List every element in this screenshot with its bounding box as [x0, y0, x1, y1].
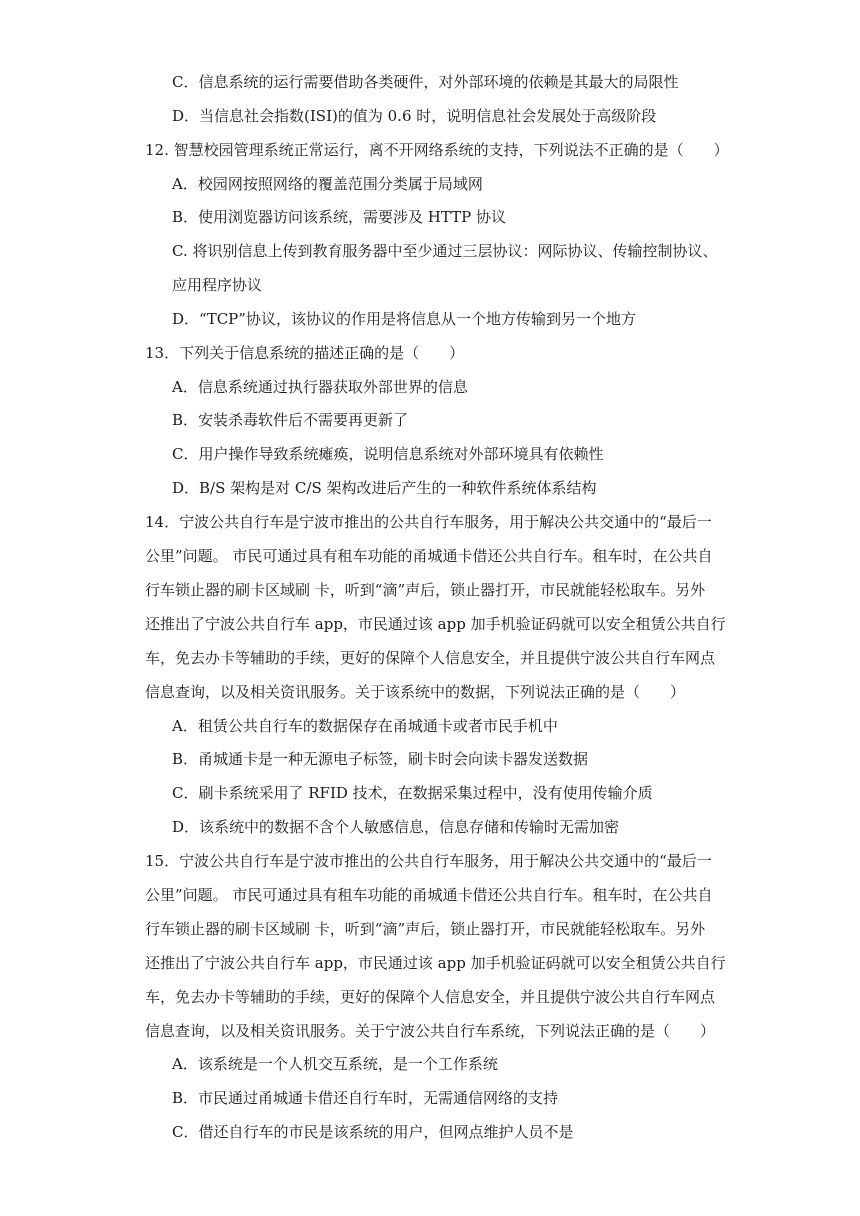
q14-option-c: C．刷卡系统采用了 RFID 技术，在数据采集过程中，没有使用传输介质 [172, 784, 653, 802]
q13-option-c: C．用户操作导致系统瘫痪，说明信息系统对外部环境具有依赖性 [172, 445, 604, 463]
q14-stem-line: 还推出了宁波公共自行车 app，市民通过该 app 加手机验证码就可以安全租赁公共自行 [145, 615, 726, 633]
q14-stem-line: 行车锁止器的刷卡区域刷 卡，听到“滴”声后，锁止器打开，市民就能轻松取车。另外 [145, 581, 706, 599]
q12-stem: 12. 智慧校园管理系统正常运行，离不开网络系统的支持，下列说法不正确的是（ ） [145, 141, 729, 159]
q15-stem: 15．宁波公共自行车是宁波市推出的公共自行车服务，用于解决公共交通中的“最后一 [145, 852, 712, 870]
q12-option-c: C. 将识别信息上传到教育服务器中至少通过三层协议：网际协议、传输控制协议、 [172, 242, 718, 260]
q15-option-a: A．该系统是一个人机交互系统，是一个工作系统 [172, 1055, 498, 1073]
q15-stem-line: 信息查询，以及相关资讯服务。关于宁波公共自行车系统，下列说法正确的是（ ） [145, 1022, 716, 1040]
q14-option-a: A．租赁公共自行车的数据保存在甬城通卡或者市民手机中 [172, 717, 558, 735]
q14-option-d: D．该系统中的数据不含个人敏感信息，信息存储和传输时无需加密 [172, 818, 620, 836]
q13-option-d: D．B/S 架构是对 C/S 架构改进后产生的一种软件系统体系结构 [172, 479, 597, 497]
q13-option-b: B．安装杀毒软件后不需要再更新了 [172, 411, 409, 429]
q11-option-c: C．信息系统的运行需要借助各类硬件，对外部环境的依赖是其最大的局限性 [172, 73, 679, 91]
q13-option-a: A．信息系统通过执行器获取外部世界的信息 [172, 378, 468, 396]
q11-option-d: D．当信息社会指数(ISI)的值为 0.6 时，说明信息社会发展处于高级阶段 [172, 107, 657, 125]
q14-stem-line: 车，免去办卡等辅助的手续，更好的保障个人信息安全，并且提供宁波公共自行车网点 [145, 649, 716, 667]
q14-stem-line: 信息查询，以及相关资讯服务。关于该系统中的数据，下列说法正确的是（ ） [145, 683, 686, 701]
q12-option-d: D．“TCP”协议，该协议的作用是将信息从一个地方传输到另一个地方 [172, 310, 636, 328]
q15-option-b: B．市民通过甬城通卡借还自行车时，无需通信网络的支持 [172, 1089, 559, 1107]
q12-option-a: A．校园网按照网络的覆盖范围分类属于局域网 [172, 175, 483, 193]
q15-stem-line: 车，免去办卡等辅助的手续，更好的保障个人信息安全，并且提供宁波公共自行车网点 [145, 988, 716, 1006]
q14-stem-line: 公里”问题。 市民可通过具有租车功能的甬城通卡借还公共自行车。租车时，在公共自 [145, 547, 713, 565]
q12-option-b: B．使用浏览器访问该系统，需要涉及 HTTP 协议 [172, 208, 507, 226]
q15-stem-line: 行车锁止器的刷卡区域刷 卡，听到“滴”声后，锁止器打开，市民就能轻松取车。另外 [145, 920, 706, 938]
q13-stem: 13．下列关于信息系统的描述正确的是（ ） [145, 344, 465, 362]
q14-stem: 14．宁波公共自行车是宁波市推出的公共自行车服务，用于解决公共交通中的“最后一 [145, 513, 712, 531]
q15-stem-line: 公里”问题。 市民可通过具有租车功能的甬城通卡借还公共自行车。租车时，在公共自 [145, 886, 713, 904]
q15-stem-line: 还推出了宁波公共自行车 app，市民通过该 app 加手机验证码就可以安全租赁公共自行 [145, 954, 726, 972]
q15-option-c: C．借还自行车的市民是该系统的用户，但网点维护人员不是 [172, 1123, 574, 1141]
q12-option-c-continued: 应用程序协议 [172, 276, 263, 294]
q14-option-b: B．甬城通卡是一种无源电子标签，刷卡时会向读卡器发送数据 [172, 750, 589, 768]
